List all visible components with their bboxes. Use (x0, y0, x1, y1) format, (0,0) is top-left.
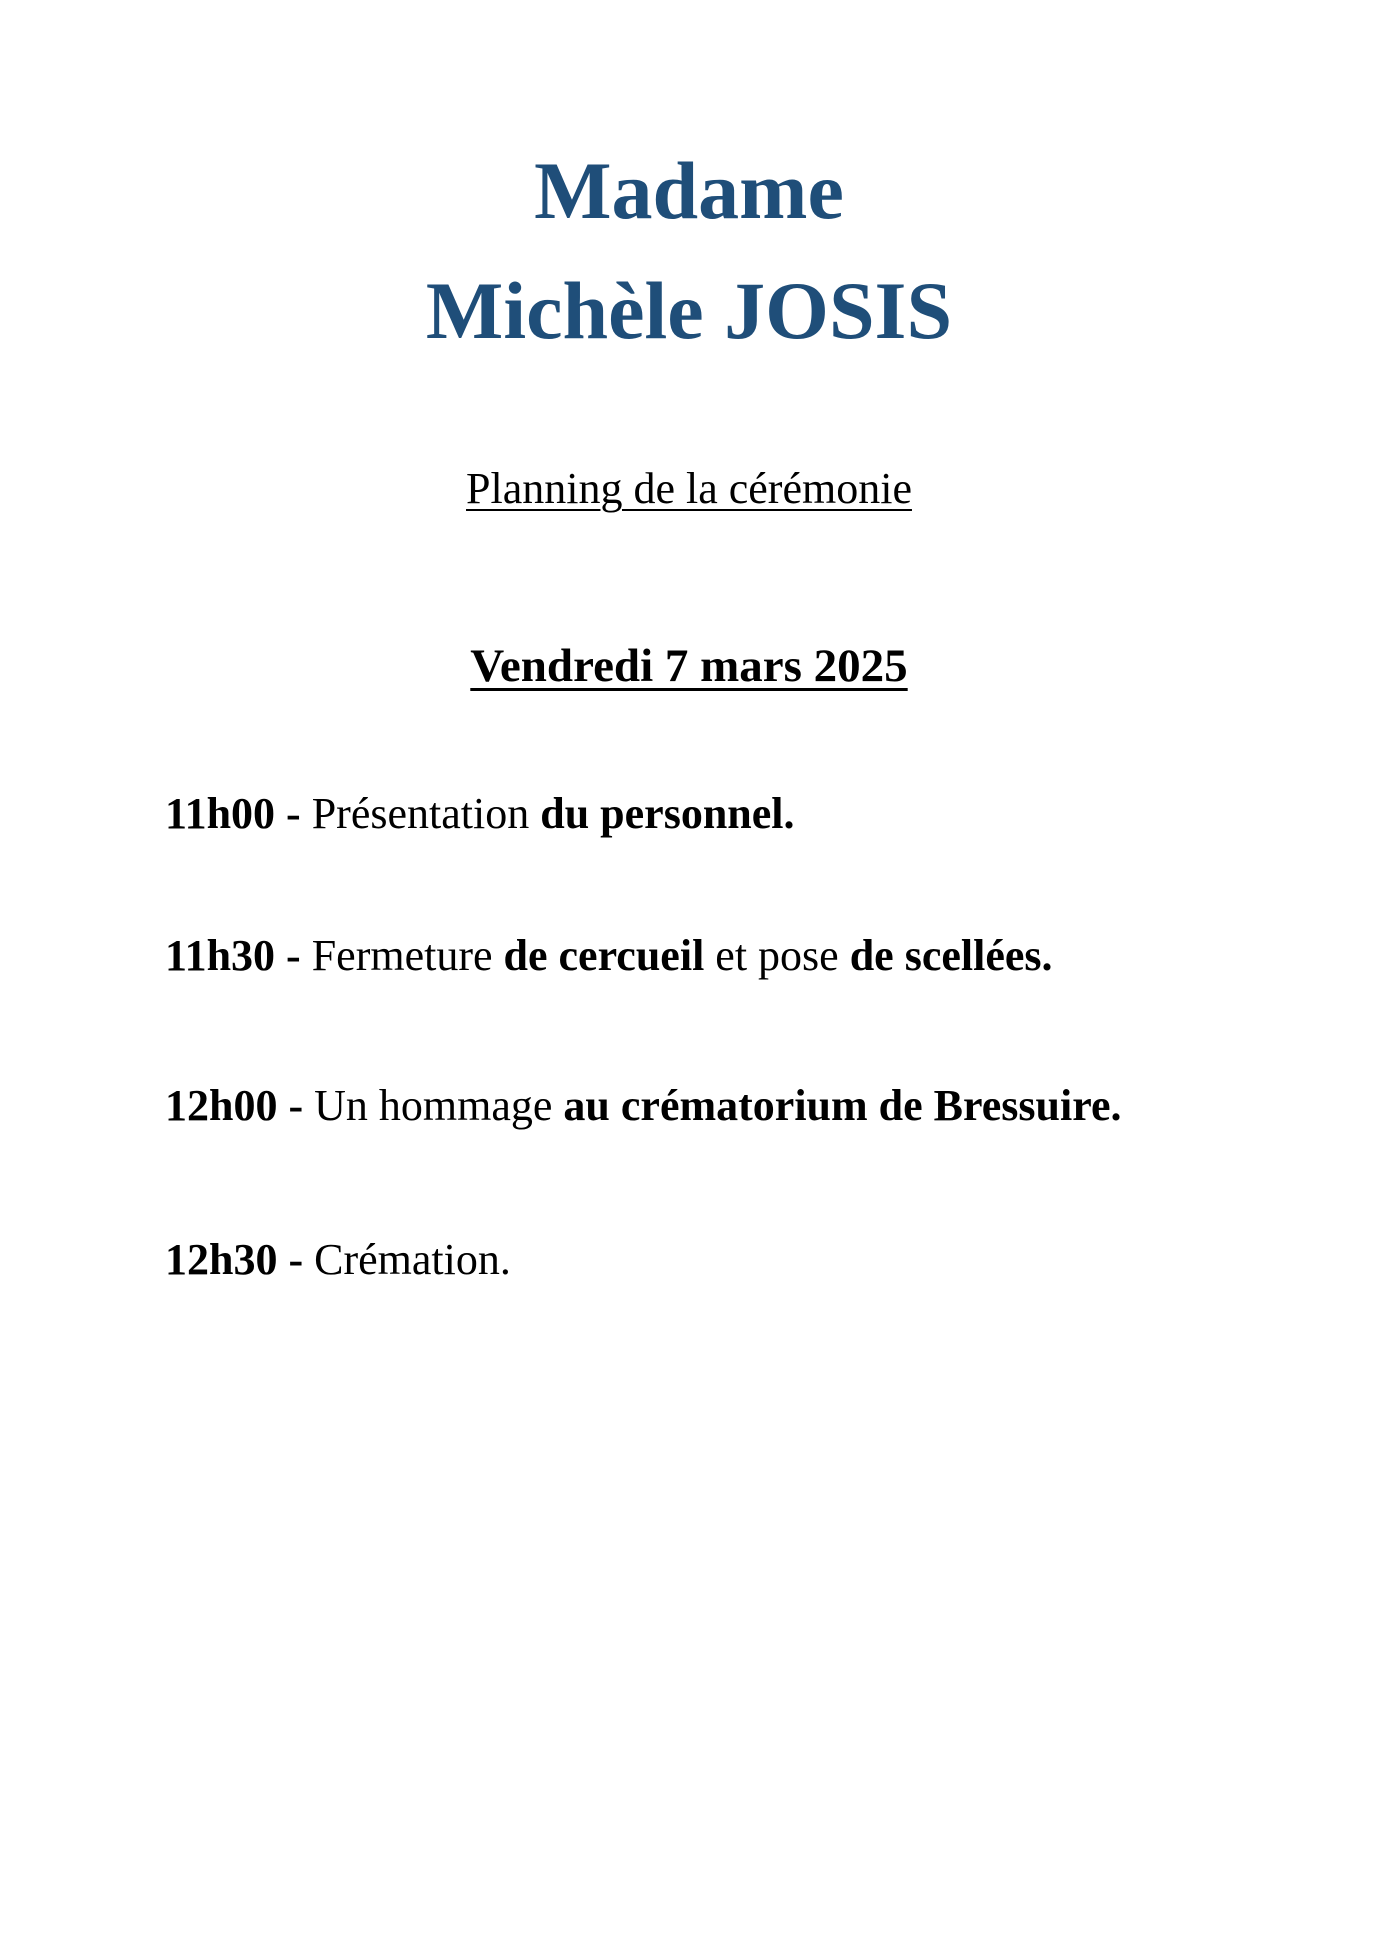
entry-text-bold: de scellées. (849, 931, 1053, 980)
entry-text: et pose (704, 931, 850, 980)
entry-text: Un hommage (303, 1081, 564, 1130)
entry-text-bold: de cercueil (503, 931, 705, 980)
schedule-entry (165, 789, 795, 838)
schedule-entry (165, 1081, 1122, 1130)
entry-text: Fermeture (300, 931, 504, 980)
schedule-entry (165, 1235, 511, 1284)
title-name: Michèle JOSIS (425, 265, 953, 356)
entry-text: Crémation. (303, 1235, 511, 1284)
entry-time: 12h00 - (165, 1081, 304, 1130)
schedule-entry (165, 931, 1053, 980)
title-honorific: Madame (534, 145, 844, 236)
entry-time: 11h00 - (165, 789, 301, 838)
entry-text-bold: du personnel. (540, 789, 795, 838)
entry-time: 12h30 - (165, 1235, 304, 1284)
entry-text: Présentation (300, 789, 541, 838)
entry-text-bold: au crématorium de Bressuire. (563, 1081, 1122, 1130)
subtitle-planning: Planning de la cérémonie (466, 464, 912, 513)
entry-time: 11h30 - (165, 931, 301, 980)
ceremony-date: Vendredi 7 mars 2025 (470, 640, 908, 692)
